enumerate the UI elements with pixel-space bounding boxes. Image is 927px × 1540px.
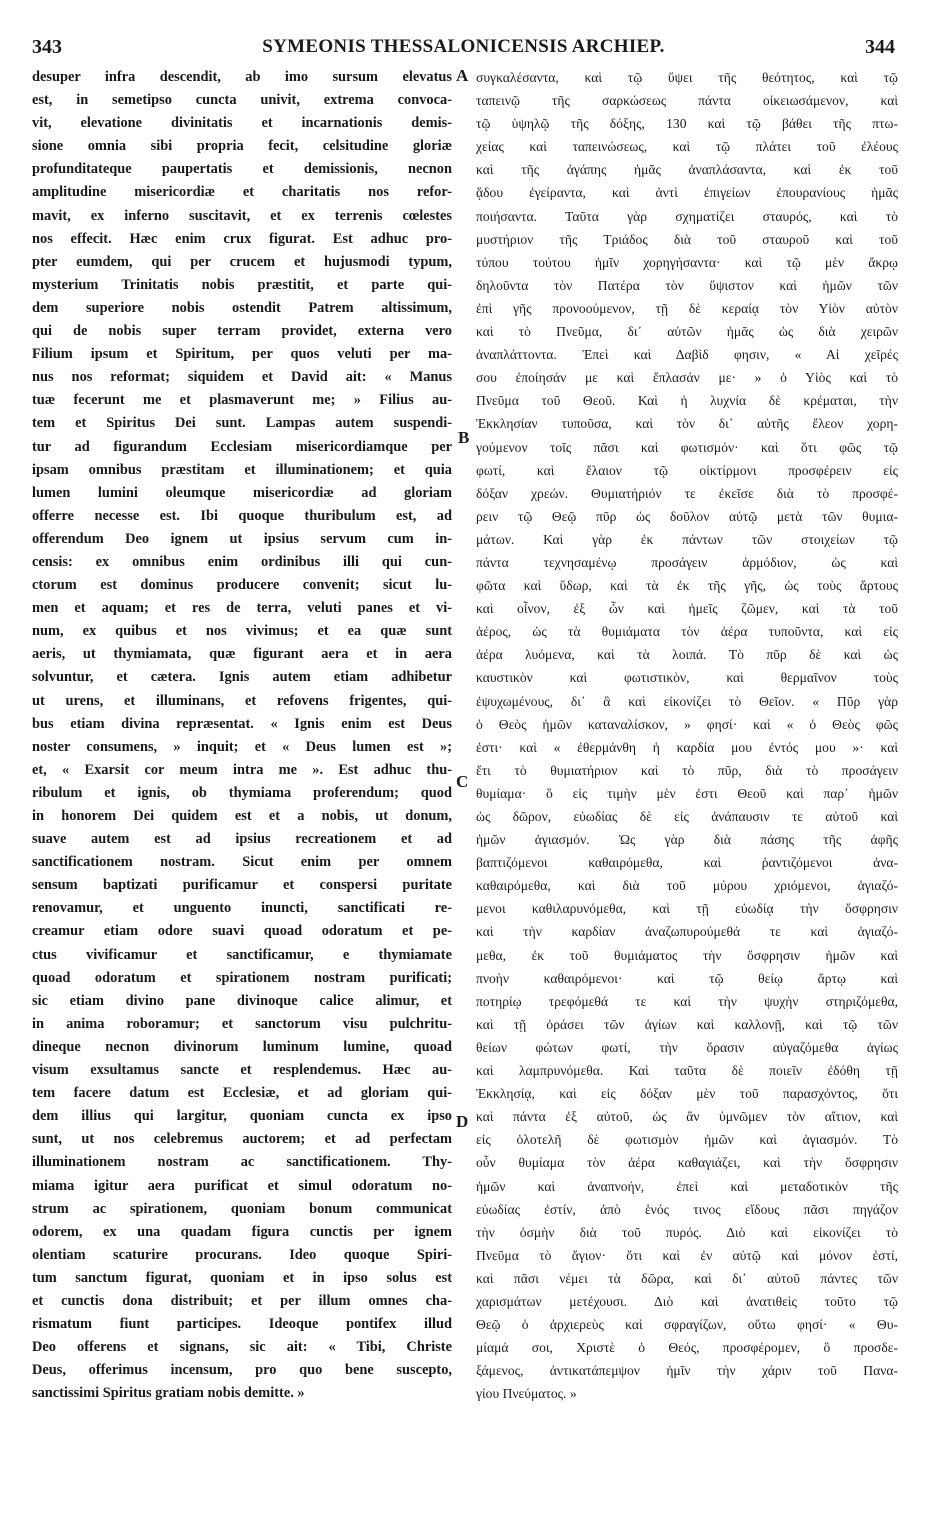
latin-text-line: olentiam scaturire procurans. Ideo quoque Spiri- <box>32 1246 452 1263</box>
greek-text-line: ἡμῶν καὶ ἀναπνοήν, ἐπεὶ καὶ μεταδοτικὸν τῆς <box>476 1178 898 1194</box>
greek-text-line: Ἐκκλησίᾳ, καὶ εἰς δόξαν μὲν τοῦ παρασχόντος, ὅτι <box>476 1086 898 1102</box>
latin-text-line: lumen lumini oleumque misericordiæ ad gloriam <box>32 484 452 501</box>
latin-text-line: tuæ fecerunt me et plasmaverunt me; » Filius au- <box>32 392 452 409</box>
latin-text-line: Filium ipsum et Spiritum, per quos veluti per ma- <box>32 346 452 363</box>
section-marker-d: D <box>456 1112 469 1131</box>
greek-text-line: καὶ τὴν καρδίαν ἀναζωπυρούμεθά τε καὶ ἁγιαζό- <box>476 924 898 940</box>
latin-text-line: ctus vivificamur et sanctificamur, e thymiamate <box>32 946 452 963</box>
greek-text-line: γούμενον τοῖς πᾶσι καὶ φωτισμόν· καὶ ὅτι φῶς τῷ <box>476 439 898 455</box>
greek-text-line: τῷ ὑψηλῷ τῆς δόξης, 130 καὶ τῷ βάθει τῆς πτω- <box>476 116 898 132</box>
greek-text-line: βαπτιζόμενοι καθαιρόμεθα, καὶ ῥαντιζόμενοι ἀνα- <box>476 855 898 871</box>
latin-text-line: profunditateque paupertatis et demissionis, necnon <box>32 161 452 178</box>
latin-text-line: tem et Spiritus Dei sunt. Lampas autem suspendi- <box>32 415 452 432</box>
latin-text-line: sensum baptizati purificamur et conspersi puritate <box>32 877 452 894</box>
page-number-left: 343 <box>32 36 62 58</box>
greek-text-line: ὁ Θεὸς ἡμῶν καταναλίσκον, » φησί· καὶ « ὁ Θεὸς φῶς <box>476 716 898 732</box>
greek-text-line: καὶ πᾶσι νέμει τὰ δῶρα, καὶ δι᾽ αὐτοῦ πάντες τῶν <box>476 1270 898 1286</box>
section-marker-b: B <box>458 428 470 447</box>
latin-text-line: sunt, ut nos celebremus auctorem; et ad perfectam <box>32 1131 452 1148</box>
greek-column <box>476 66 898 1405</box>
greek-text-line: ρειν τῷ Θεῷ πῦρ ὡς δοῦλον αὐτῷ μετὰ τῶν θυμια- <box>476 508 898 524</box>
latin-text-line: dem superiore nobis ostendit Patrem altissimum, <box>32 299 452 316</box>
greek-text-line: σου ἐποίησάν με καὶ ἔπλασάν με· » ὁ Υἱὸς καὶ τὸ <box>476 370 898 386</box>
latin-text-line: sanctissimi Spiritus gratiam nobis demitte. » <box>32 1385 305 1402</box>
greek-text-line: καθαιρόμεθα, καὶ διὰ τοῦ μύρου χριόμενοι, ἁγιαζό- <box>476 878 898 894</box>
greek-text-line: ἀέρα λυόμενα, καὶ τὰ λοιπά. Τὸ πῦρ δὲ καὶ ὡς <box>476 647 898 663</box>
page-header <box>32 36 895 66</box>
latin-text-line: Deo offerens et signans, sic ait: « Tibi, Christe <box>32 1339 452 1356</box>
latin-text-line: ipsam omnibus præstitam et illuminationem; et quia <box>32 461 452 478</box>
greek-text-line: γίου Πνεύματος. » <box>476 1386 577 1402</box>
greek-text-line: ἀναπλάττοντα. Ἐπεὶ καὶ Δαβὶδ φησιν, « Αἱ χεῖρές <box>476 347 898 363</box>
greek-text-line: ἐπὶ γῆς προνοούμενον, τῇ δὲ κεραίᾳ τὸν Υἱὸν αὐτὸν <box>476 300 898 316</box>
greek-text-line: εἰς ὁλοτελῆ δὲ φωτισμὸν ἡμῶν καὶ ἁγιασμόν. Τὸ <box>476 1132 898 1148</box>
greek-text-line: μάτων. Καὶ γὰρ ἐκ πάντων τῶν στοιχείων τῷ <box>476 531 898 547</box>
running-title: SYMEONIS THESSALONICENSIS ARCHIEP. <box>262 36 665 57</box>
greek-text-line: ἐψυχωμένους, δι᾽ ἃ καὶ εἰκονίζει τὸ Θεῖον. « Πῦρ γὰρ <box>476 693 898 709</box>
latin-text-line: odorem, ex una quadam figura cunctis per ignem <box>32 1223 452 1240</box>
latin-text-line: visum exsultamus sancte et resplendemus. Hæc au- <box>32 1062 452 1079</box>
greek-text-line: μίαμά σοι, Χριστὲ ὁ Θεός, προσφέρομεν, ὃ προσδε- <box>476 1340 898 1356</box>
greek-text-line: καὶ οἶνον, ἐξ ὧν καὶ ἡμεῖς ζῶμεν, καὶ τὰ τοῦ <box>476 601 898 617</box>
latin-text-line: men et aquam; et res de terra, veluti panes et vi- <box>32 600 452 617</box>
latin-text-line: solvuntur, et cætera. Ignis autem etiam adhibetur <box>32 669 452 686</box>
latin-text-line: et, « Exarsit cor meum intra me ». Est adhuc thu- <box>32 761 452 778</box>
greek-text-line: τὴν ὀσμὴν διὰ τοῦ πυρός. Διὸ καὶ εἰκονίζει τὸ <box>476 1224 898 1240</box>
latin-text-line: in honorem Dei quidem est et a nobis, ut donum, <box>32 808 452 824</box>
page-number-right: 344 <box>865 36 895 58</box>
latin-text-line: sic etiam divino pane divinoque calice alimur, et <box>32 992 452 1009</box>
latin-text-line: nus nos reformat; siquidem et David ait: « Manus <box>32 369 452 386</box>
latin-text-line: dineque necnon divinorum luminum lumine, quoad <box>32 1038 452 1055</box>
latin-text-line: noster consumens, » inquit; et « Deus lumen est »; <box>32 738 452 755</box>
greek-text-line: μυστήριον τῆς Τριάδος διὰ τοῦ σταυροῦ καὶ τοῦ <box>476 231 898 247</box>
greek-text-line: καὶ τῆς ἀγάπης ἡμᾶς ἀναπλάσαντα, καὶ ἐκ τοῦ <box>476 162 898 178</box>
latin-text-line: aeris, ut thymiamata, quæ figurant aera et in aera <box>32 646 452 663</box>
latin-text-line: vit, elevatione divinitatis et incarnationis demis- <box>32 115 452 132</box>
latin-text-line: tem facere datum est Ecclesiæ, et ad gloriam qui- <box>32 1085 452 1102</box>
section-marker-c: C <box>456 772 469 791</box>
latin-text-line: strum ac spirationem, quoniam bonum communicat <box>32 1200 452 1217</box>
greek-text-line: πνοὴν καθαιρόμενοι· καὶ τῷ θείῳ ἄρτῳ καὶ <box>476 970 898 986</box>
latin-text-line: miama igitur aera purificat et simul odoratum no- <box>32 1177 452 1194</box>
latin-text-line: desuper infra descendit, ab imo sursum elevatus <box>32 69 452 85</box>
latin-text-line: qui de nobis super terram providet, externa vero <box>32 323 452 340</box>
greek-text-line: πάντα τεχνησαμένῳ προσάγειν ἁρμόδιον, ὡς καὶ <box>476 554 898 570</box>
greek-text-line: ταπεινῷ τῆς σαρκώσεως πάντα οἰκειωσάμενον, καὶ <box>476 93 898 109</box>
greek-text-line: ἡμῶν ἁγιασμόν. Ὡς γὰρ διὰ πάσης τῆς ἀφῆς <box>476 832 898 848</box>
latin-text-line: mysterium Trinitatis nobis præstitit, et parte qui- <box>32 276 452 293</box>
latin-text-line: dem illius qui largitur, quoniam cuncta ex ipso <box>32 1108 452 1125</box>
latin-text-line: num, ex quibus et nos vivimus; et ea quæ sunt <box>32 623 452 640</box>
latin-text-line: amplitudine misericordiæ et charitatis nos refor- <box>32 184 452 201</box>
greek-text-line: χείας καὶ ταπεινώσεως, καὶ τῷ πλάτει τοῦ ἐλέους <box>476 139 898 155</box>
latin-column <box>32 66 452 1405</box>
latin-text-line: bus etiam divina repræsentat. « Ignis enim est Deus <box>32 715 452 732</box>
latin-text-line: ctorum est dominus producere convenit; sicut lu- <box>32 577 452 594</box>
latin-text-line: renovamur, et unguento inuncti, sanctificati re- <box>32 900 452 917</box>
latin-text-line: sione omnia sibi propria fecit, celsitudine gloriæ <box>32 138 452 155</box>
greek-text-line: θυμίαμα· ὃ εἰς τιμὴν μὲν ἐστι Θεοῦ καὶ παρ᾽ ἡμῶν <box>476 785 898 801</box>
latin-text-line: ribulum et ignis, ob thymiama proferendum; quod <box>32 784 452 801</box>
greek-text-line: ἀέρος, ὡς τὰ θυμιάματα τὸν ἀέρα τυποῦντα, καὶ εἰς <box>476 624 898 640</box>
greek-text-line: φωτί, καὶ ἔλαιον τῷ οἰκτίρμονι προσφέρειν εἰς <box>476 462 898 478</box>
greek-text-line: συγκαλέσαντα, καὶ τῷ ὕψει τῆς θεότητος, καὶ τῷ <box>476 70 898 85</box>
greek-text-line: ἐστι· καὶ « ἐθερμάνθη ἡ καρδία μου ἐντός μου »· καὶ <box>476 739 898 755</box>
greek-text-line: ξάμενος, ἀντικατάπεμψον ἡμῖν τὴν χάριν τοῦ Πανα- <box>476 1363 898 1379</box>
greek-text-line: θείων φώτων φωτί, τὴν ὅρασιν αὐγαζόμεθα ἁγίως <box>476 1039 898 1055</box>
latin-text-line: tur ad figurandum Ecclesiam misericordiamque per <box>32 438 452 455</box>
latin-text-line: tum sanctum figurat, quoniam et in ipso solus est <box>32 1269 452 1286</box>
greek-text-line: Πνεῦμα τὸ ἅγιον· ὅτι καὶ ἐν αὐτῷ καὶ μόνον ἐστί, <box>476 1247 898 1263</box>
latin-text-line: illuminationem nostram ac sanctificationem. Thy- <box>32 1154 452 1171</box>
section-marker-a: A <box>456 66 469 85</box>
greek-text-line: οὖν θυμίαμα τὸν ἀέρα καθαγιάζει, καὶ τὴν ὄσφρησιν <box>476 1155 898 1171</box>
latin-text-line: suave autem est ad ipsius recreationem et ad <box>32 831 452 848</box>
greek-text-line: χαρισμάτων μετέχουσι. Διὸ καὶ ἀνατιθεὶς τοῦτο τῷ <box>476 1293 898 1309</box>
greek-text-line: καὶ τὸ Πνεῦμα, δι᾽ αὐτῶν ἡμᾶς ὡς διὰ χειρῶν <box>476 324 898 340</box>
greek-text-line: ἔτι τὸ θυμιατήριον καὶ τὸ πῦρ, διὰ τὸ προσάγειν <box>476 762 898 778</box>
greek-text-line: ᾅδου ἐγείραντα, καὶ ἀντὶ ἐπιγείων ἐπουρανίους ἡμᾶς <box>476 185 898 201</box>
greek-text-line: καὶ λαμπρυνόμεθα. Καὶ ταῦτα δὲ ποιεῖν ἐδόθη τῇ <box>476 1063 898 1079</box>
greek-text-line: μεθα, ἐκ τοῦ θυμιάματος τὴν ὄσφρησιν ἡμῶν καὶ <box>476 947 898 963</box>
greek-text-line: Πνεῦμα τοῦ Θεοῦ. Καὶ ἡ λυχνία δὲ κρέμαται, τὴν <box>476 393 898 409</box>
greek-text-line: ποιήσαντα. Ταῦτα γὰρ σχηματίζει σταυρός, καὶ τὸ <box>476 208 898 224</box>
latin-text-line: est, in semetipso cuncta univit, extrema convoca- <box>32 92 452 109</box>
greek-text-line: καὶ τῇ ὁράσει τῶν ἁγίων καὶ καλλονῇ, καὶ τῷ τῶν <box>476 1016 898 1032</box>
latin-text-line: rismatum fiunt participes. Ideoque pontifex illud <box>32 1316 452 1333</box>
latin-text-line: in anima roboramur; et sanctorum visu pulchritu- <box>32 1015 452 1032</box>
latin-text-line: sanctificationem nostram. Sicut enim per omnem <box>32 854 452 871</box>
greek-text-line: ποτηρίῳ τρεφόμεθά τε καὶ τὴν ψυχὴν στηριζόμεθα, <box>476 993 898 1009</box>
latin-text-line: pter eumdem, qui per crucem et hujusmodi typum, <box>32 253 452 270</box>
greek-text-line: μενοι καθιλαρυνόμεθα, καὶ τῇ εὐωδίᾳ τὴν ὄσφρησιν <box>476 901 898 917</box>
greek-text-line: καυστικὸν καὶ φωτιστικὸν, καὶ θερμαῖνον τοὺς <box>476 670 898 686</box>
latin-text-line: nos effecit. Hæc enim crux figurat. Est adhuc pro- <box>32 230 452 247</box>
greek-text-line: καὶ πάντα ἐξ αὐτοῦ, ὡς ἂν ὑμνῶμεν τὸν αἴτιον, καὶ <box>476 1109 898 1125</box>
latin-text-line: Deus, offerimus incensum, pro quo bene suscepto, <box>32 1362 452 1379</box>
greek-text-line: Ἐκκλησίαν τυποῦσα, καὶ τὸν δι᾽ αὐτῆς ἔλεον χορη- <box>476 416 898 432</box>
greek-text-line: δηλοῦντα τὸν Πατέρα τὸν ὕψιστον καὶ ἡμῶν τῶν <box>476 277 898 293</box>
latin-text-line: ut urens, et illuminans, et refovens frigentes, qui- <box>32 692 452 709</box>
greek-text-line: ὡς δῶρον, εὐωδίας δὲ εἰς ἀνάπαυσιν τε αὐτοῦ καὶ <box>476 809 898 824</box>
latin-text-line: et cunctis dona distribuit; et per illum omnes cha- <box>32 1292 452 1309</box>
latin-text-line: offerendum Deo ignem ut ipsius servum cum in- <box>32 530 452 547</box>
latin-text-line: censis: ex omnibus enim ordinibus illi qui cun- <box>32 553 452 570</box>
greek-text-line: δόξαν χρεών. Θυμιατήριόν τε ἐκεῖσε διὰ τὸ προσφέ- <box>476 485 898 501</box>
greek-text-line: εὐωδίας ἐστίν, ἀπὸ ἑνός τινος εἴδους πᾶσι πηγάζον <box>476 1201 898 1217</box>
greek-text-line: τύπου τούτου ἡμῖν χορηγήσαντα· καὶ τῷ μὲν ἄκρῳ <box>476 254 898 270</box>
latin-text-line: creamur etiam odore suavi quoad odoratum et pe- <box>32 923 452 940</box>
latin-text-line: offerre necesse est. Ibi quoque thuribulum est, ad <box>32 507 452 524</box>
latin-text-line: quoad odoratum et spirationem nostram purificati; <box>32 969 452 986</box>
greek-text-line: φῶτα καὶ ὕδωρ, καὶ τὰ ἐκ τῆς γῆς, ὡς τοὺς ἄρτους <box>476 578 898 594</box>
greek-text-line: Θεῷ ὁ ἀρχιερεὺς καὶ σφραγίζων, οὕτω φησί· « Θυ- <box>476 1317 898 1333</box>
latin-text-line: mavit, ex inferno suscitavit, et ex terrenis cœlestes <box>32 207 452 224</box>
